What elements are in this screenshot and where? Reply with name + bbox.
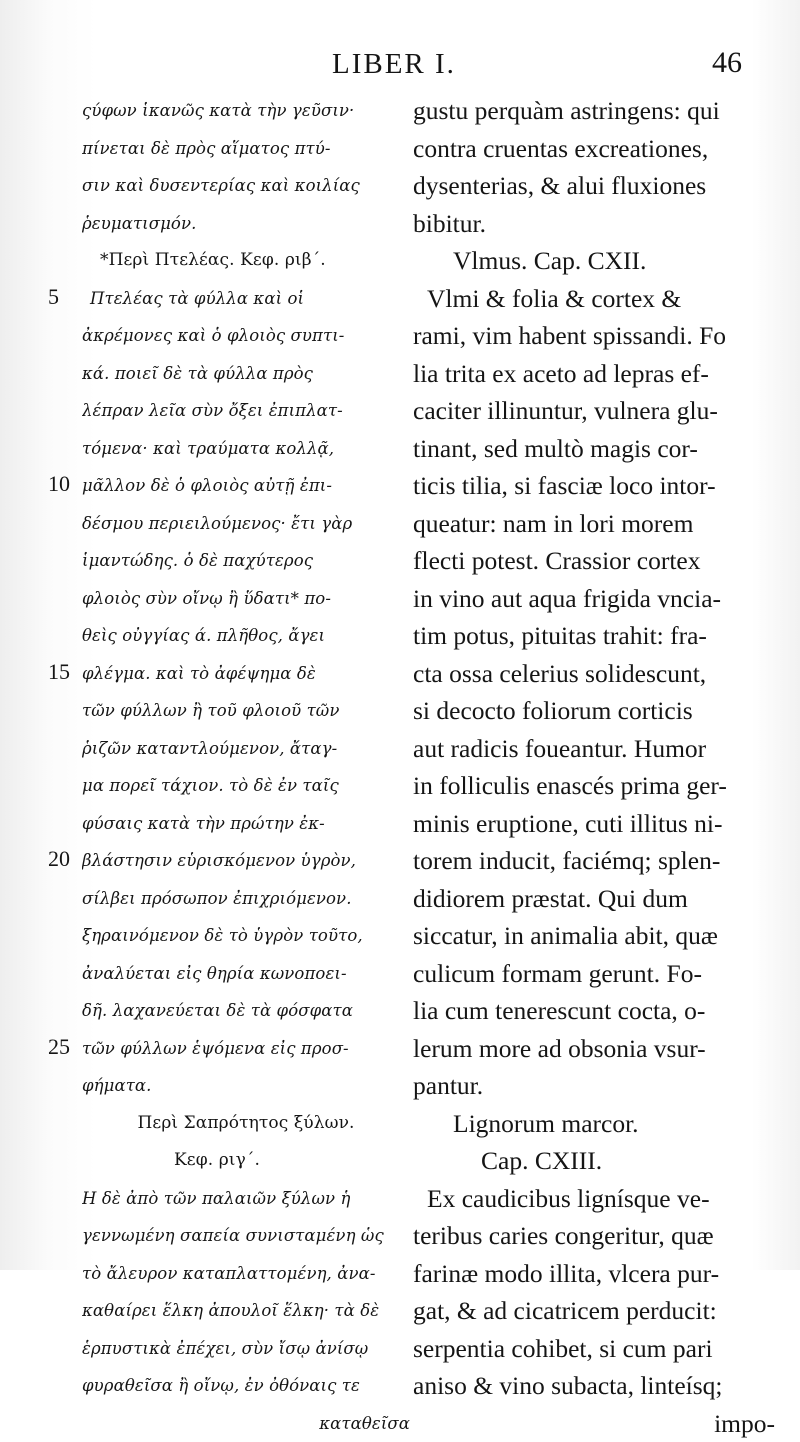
- margin-line-number: 10: [48, 471, 70, 497]
- greek-text-line: δέσμου περιειλούμενος· ἔτι γὰρ: [82, 505, 410, 543]
- greek-text-line: μᾶλλον δὲ ὁ φλοιὸς αὐτῇ ἐπι-: [82, 467, 410, 505]
- greek-text-line: φήματα.: [82, 1067, 410, 1105]
- latin-text-line: queatur: nam in lori morem: [413, 505, 775, 543]
- page-number: 46: [712, 46, 742, 80]
- latin-text-line: culicum formam gerunt. Fo-: [413, 955, 775, 993]
- greek-text-line: βλάστησιν εὑρισκόμενον ὑγρὸν,: [82, 842, 410, 880]
- greek-text-line: τόμενα· καὶ τραύματα κολλᾷ,: [82, 430, 410, 468]
- greek-text-column: [82, 92, 410, 1442]
- latin-text-line: serpentia cohibet, si cum pari: [413, 1330, 775, 1368]
- latin-text-line: farinæ modo illita, vlcera pur-: [413, 1255, 775, 1293]
- greek-text-line: Η δὲ ἀπὸ τῶν παλαιῶν ξύλων ἡ: [82, 1180, 410, 1218]
- running-head: LIBER I.: [332, 48, 456, 81]
- greek-text-line: δῆ. λαχανεύεται δὲ τὰ φόσφατα: [82, 992, 410, 1030]
- greek-text-line: Πτελέας τὰ φύλλα καὶ οἱ: [82, 280, 410, 318]
- greek-text-line: τῶν φύλλων ἢ τοῦ φλοιοῦ τῶν: [82, 692, 410, 730]
- greek-text-line: λέπραν λεῖα σὺν ὄξει ἐπιπλατ-: [82, 392, 410, 430]
- greek-text-line: σιν καὶ δυσεντερίας καὶ κοιλίας: [82, 167, 410, 205]
- greek-text-line: πίνεται δὲ πρὸς αἵματος πτύ-: [82, 130, 410, 168]
- greek-text-line: θεὶς οὐγγίας ά. πλῆθος, ἄγει: [82, 617, 410, 655]
- greek-text-line: τὸ ἄλευρον καταπλαττομένη, ἀνα-: [82, 1255, 410, 1293]
- greek-text-line: ἀκρέμονες καὶ ὁ φλοιὸς συπτι-: [82, 317, 410, 355]
- latin-text-line: tim potus, pituitas trahit: fra-: [413, 617, 775, 655]
- latin-text-line: flecti potest. Crassior cortex: [413, 542, 775, 580]
- latin-text-line: didiorem præstat. Qui dum: [413, 880, 775, 918]
- latin-text-line: bibitur.: [413, 205, 775, 243]
- greek-text-line: Κεφ. ριγ´.: [82, 1142, 410, 1180]
- greek-text-line: ῥευματισμόν.: [82, 205, 410, 243]
- greek-text-line: Περὶ Σαπρότητος ξύλων.: [82, 1105, 410, 1143]
- latin-text-line: dysenterias, & alui fluxiones: [413, 167, 775, 205]
- latin-text-column: [413, 92, 775, 1442]
- greek-text-line: μα πορεῖ τάχιον. τὸ δὲ ἐν ταῖς: [82, 767, 410, 805]
- latin-text-line: gustu perquàm astringens: qui: [413, 92, 775, 130]
- latin-text-line: ticis tilia, si fasciæ loco intor-: [413, 467, 775, 505]
- latin-text-line: cta ossa celerius solidescunt,: [413, 655, 775, 693]
- greek-text-line: καθαίρει ἕλκη ἀπουλοῖ ἕλκη· τὰ δὲ: [82, 1292, 410, 1330]
- latin-text-line: Vlmi & folia & cortex &: [413, 280, 775, 318]
- greek-text-line: φυραθεῖσα ἢ οἴνῳ, ἐν ὀθόναις τε: [82, 1367, 410, 1405]
- latin-text-line: caciter illinuntur, vulnera glu-: [413, 392, 775, 430]
- margin-line-number: 5: [48, 284, 59, 310]
- latin-text-line: aniso & vino subacta, linteísq;: [413, 1367, 775, 1405]
- page-header: [0, 42, 800, 90]
- greek-text-line: ξηραινόμενον δὲ τὸ ὑγρὸν τοῦτο,: [82, 917, 410, 955]
- latin-text-line: impo-: [413, 1405, 775, 1442]
- latin-text-line: lia cum tenerescunt cocta, o-: [413, 992, 775, 1030]
- latin-text-line: tinant, sed multò magis cor-: [413, 430, 775, 468]
- greek-text-line: φύσαις κατὰ τὴν πρώτην ἐκ-: [82, 805, 410, 843]
- latin-text-line: rami, vim habent spissandi. Fo: [413, 317, 775, 355]
- latin-text-line: siccatur, in animalia abit, quæ: [413, 917, 775, 955]
- latin-text-line: lia trita ex aceto ad lepras ef-: [413, 355, 775, 393]
- greek-text-line: ῥιζῶν καταντλούμενον, ἄταγ-: [82, 730, 410, 768]
- greek-text-line: καταθεῖσα: [82, 1405, 410, 1442]
- greek-text-line: σίλβει πρόσωπον ἐπιχριόμενον.: [82, 880, 410, 918]
- latin-text-line: Lignorum marcor.: [413, 1105, 775, 1143]
- latin-text-line: gat, & ad cicatricem perducit:: [413, 1292, 775, 1330]
- latin-text-line: pantur.: [413, 1067, 775, 1105]
- latin-text-line: in folliculis enascés prima ger-: [413, 767, 775, 805]
- greek-text-line: ςύφων ἱκανῶς κατὰ τὴν γεῦσιν·: [82, 92, 410, 130]
- greek-text-line: ἱμαντώδης. ὁ δὲ παχύτερος: [82, 542, 410, 580]
- greek-text-line: ἀναλύεται εἰς θηρία κωνοποει-: [82, 955, 410, 993]
- latin-text-line: contra cruentas excreationes,: [413, 130, 775, 168]
- latin-text-line: Vlmus. Cap. CXII.: [413, 242, 775, 280]
- greek-text-line: *Περὶ Πτελέας. Κεφ. ριβ´.: [82, 242, 410, 280]
- greek-text-line: κά. ποιεῖ δὲ τὰ φύλλα πρὸς: [82, 355, 410, 393]
- greek-text-line: φλοιὸς σὺν οἴνῳ ἢ ὕδατι* πο-: [82, 580, 410, 618]
- greek-text-line: γεννωμένη σαπεία συνισταμένη ὡς: [82, 1217, 410, 1255]
- latin-text-line: torem inducit, faciémq; splen-: [413, 842, 775, 880]
- margin-line-number: 25: [48, 1034, 70, 1060]
- latin-text-line: minis eruptione, cuti illitus ni-: [413, 805, 775, 843]
- latin-text-line: teribus caries congeritur, quæ: [413, 1217, 775, 1255]
- latin-text-line: in vino aut aqua frigida vncia-: [413, 580, 775, 618]
- greek-text-line: τῶν φύλλων ἑψόμενα εἰς προσ-: [82, 1030, 410, 1068]
- greek-text-line: ἑρπυστικὰ ἐπέχει, σὺν ἴσῳ ἀνίσῳ: [82, 1330, 410, 1368]
- latin-text-line: si decocto foliorum corticis: [413, 692, 775, 730]
- latin-text-line: lerum more ad obsonia vsur-: [413, 1030, 775, 1068]
- latin-text-line: aut radicis foueantur. Humor: [413, 730, 775, 768]
- margin-line-number: 15: [48, 659, 70, 685]
- margin-line-number: 20: [48, 846, 70, 872]
- greek-text-line: φλέγμα. καὶ τὸ ἀφέψημα δὲ: [82, 655, 410, 693]
- latin-text-line: Cap. CXIII.: [413, 1142, 775, 1180]
- latin-text-line: Ex caudicibus lignísque ve-: [413, 1180, 775, 1218]
